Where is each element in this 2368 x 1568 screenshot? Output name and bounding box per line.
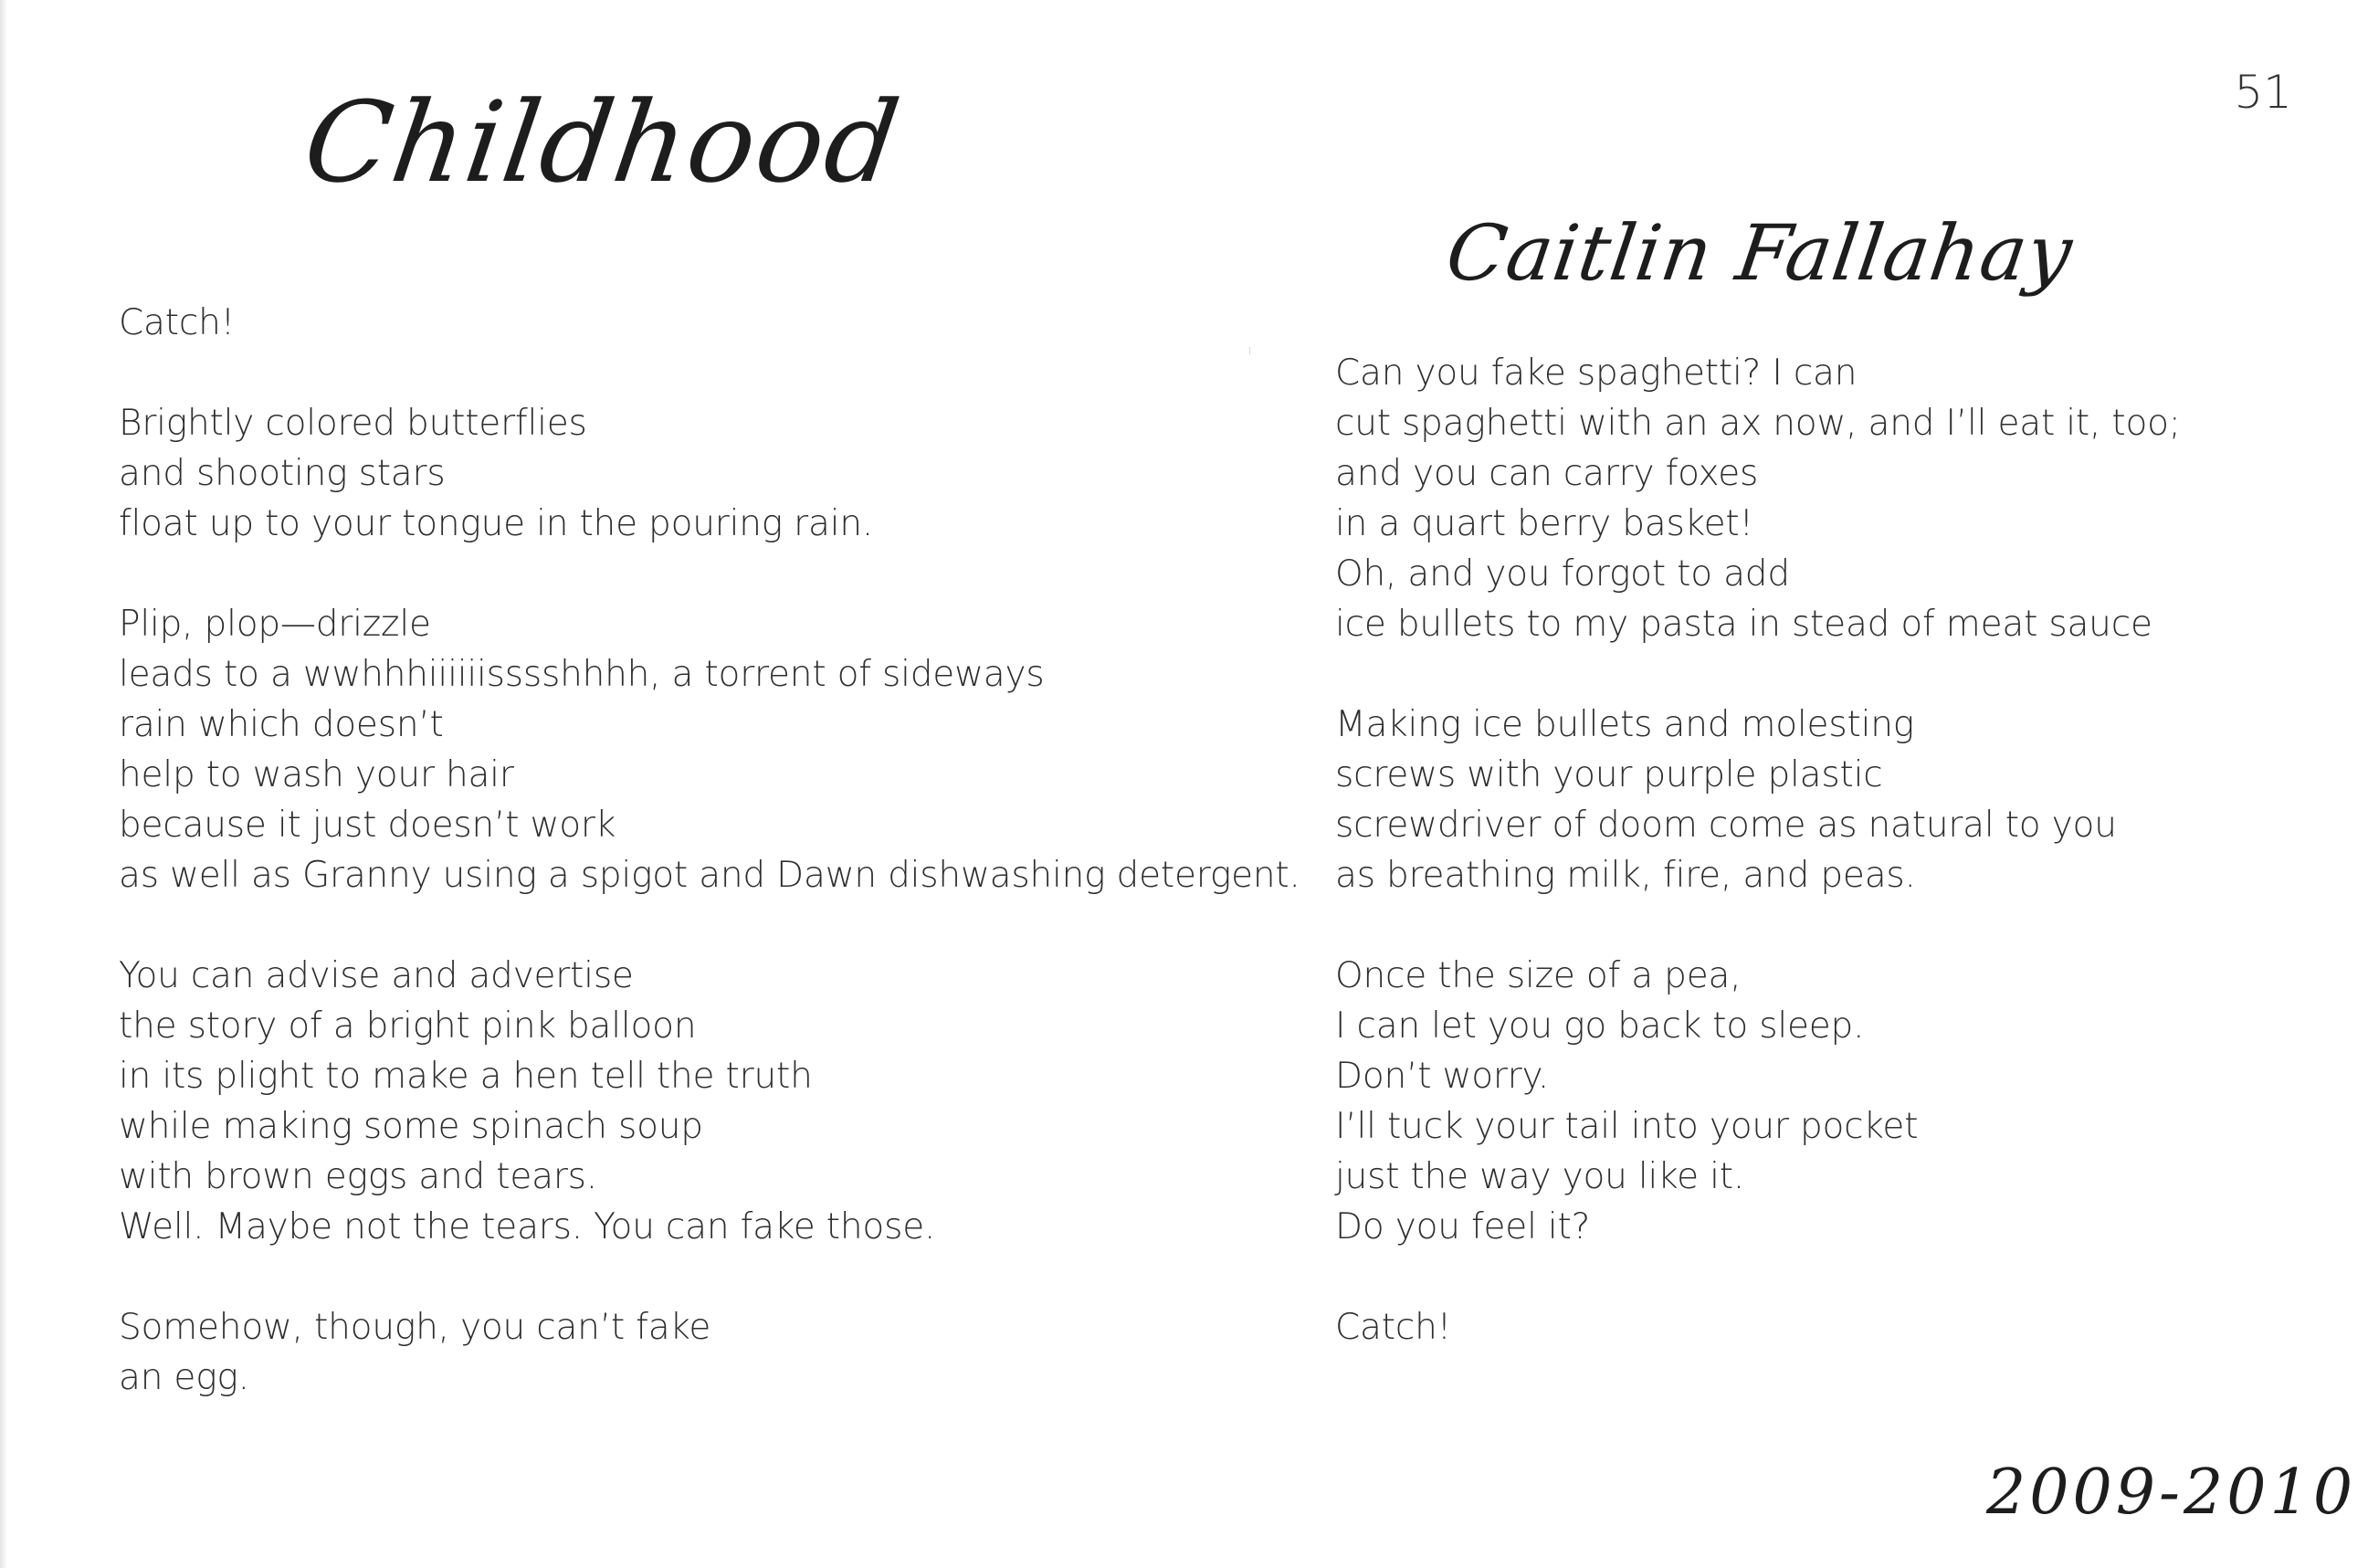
poem-line: Somehow, though, you can’t fake — [119, 1307, 711, 1348]
page-edge — [0, 0, 7, 1568]
poem-line: because it just doesn’t work — [119, 805, 616, 846]
poem-line: as well as Granny using a spigot and Dawn dishwashing detergent. — [119, 855, 1300, 896]
stanza — [119, 398, 1269, 549]
stanza — [119, 1302, 1269, 1403]
poem-line: cut spaghetti with an ax now, and I’ll eat it, too; — [1335, 403, 2181, 444]
poem-line: Catch! — [119, 302, 236, 343]
poem-title: Childhood — [297, 78, 909, 207]
poem-line: with brown eggs and tears. — [119, 1156, 597, 1197]
poem-line: Well. Maybe not the tears. You can fake those. — [119, 1206, 936, 1247]
poem-line: in its plight to make a hen tell the truth — [119, 1056, 813, 1097]
poem-line: Plip, plop—drizzle — [119, 604, 431, 645]
poem-left-column — [119, 298, 1300, 1453]
poem-right-column — [1335, 348, 2248, 1403]
date-signature: 2009-2010 — [1986, 1457, 2357, 1529]
poem-line: ice bullets to my pasta in stead of meat sauce — [1335, 604, 2152, 645]
poem-line: Oh, and you forgot to add — [1335, 553, 1790, 595]
poem-line: Do you feel it? — [1335, 1206, 1591, 1247]
stanza — [1335, 951, 2248, 1252]
poem-line: while making some spinach soup — [119, 1106, 703, 1147]
stanza — [119, 298, 1269, 348]
poem-line: an egg. — [119, 1357, 249, 1398]
poem-line: Making ice bullets and molesting — [1335, 704, 1914, 745]
poem-line: and you can carry foxes — [1335, 453, 1759, 494]
poem-line: Brightly colored butterflies — [119, 403, 587, 444]
stanza — [119, 951, 1269, 1252]
poem-line: as breathing milk, fire, and peas. — [1335, 855, 1916, 896]
stanza — [1335, 1302, 2248, 1352]
poem-line: in a quart berry basket! — [1335, 503, 1753, 544]
poem-line: help to wash your hair — [119, 754, 514, 795]
poem-line: Don’t worry. — [1335, 1056, 1550, 1097]
poem-line: screwdriver of doom come as natural to you — [1335, 805, 2117, 846]
poem-line: leads to a wwhhhiiiiiisssshhhh, a torrent of sideways — [119, 654, 1045, 695]
poem-line: float up to your tongue in the pouring rain. — [119, 503, 874, 544]
stanza — [1335, 348, 2248, 649]
poem-line: Once the size of a pea, — [1335, 955, 1742, 996]
poem-line: the story of a bright pink balloon — [119, 1005, 697, 1047]
poem-line: just the way you like it. — [1335, 1156, 1745, 1197]
poem-line: Catch! — [1335, 1307, 1452, 1348]
poem-line: I’ll tuck your tail into your pocket — [1335, 1106, 1919, 1147]
author-signature: Caitlin Fallahay — [1441, 208, 2079, 298]
poem-line: and shooting stars — [119, 453, 446, 494]
stanza — [1335, 700, 2248, 900]
poem-line: You can advise and advertise — [119, 955, 634, 996]
poem-line: Can you fake spaghetti? I can — [1335, 353, 1858, 394]
poem-line: rain which doesn’t — [119, 704, 444, 745]
poem-line: screws with your purple plastic — [1335, 754, 1883, 795]
page-number: 51 — [2234, 66, 2292, 119]
poem-line: I can let you go back to sleep. — [1335, 1005, 1865, 1047]
stanza — [119, 599, 1300, 900]
